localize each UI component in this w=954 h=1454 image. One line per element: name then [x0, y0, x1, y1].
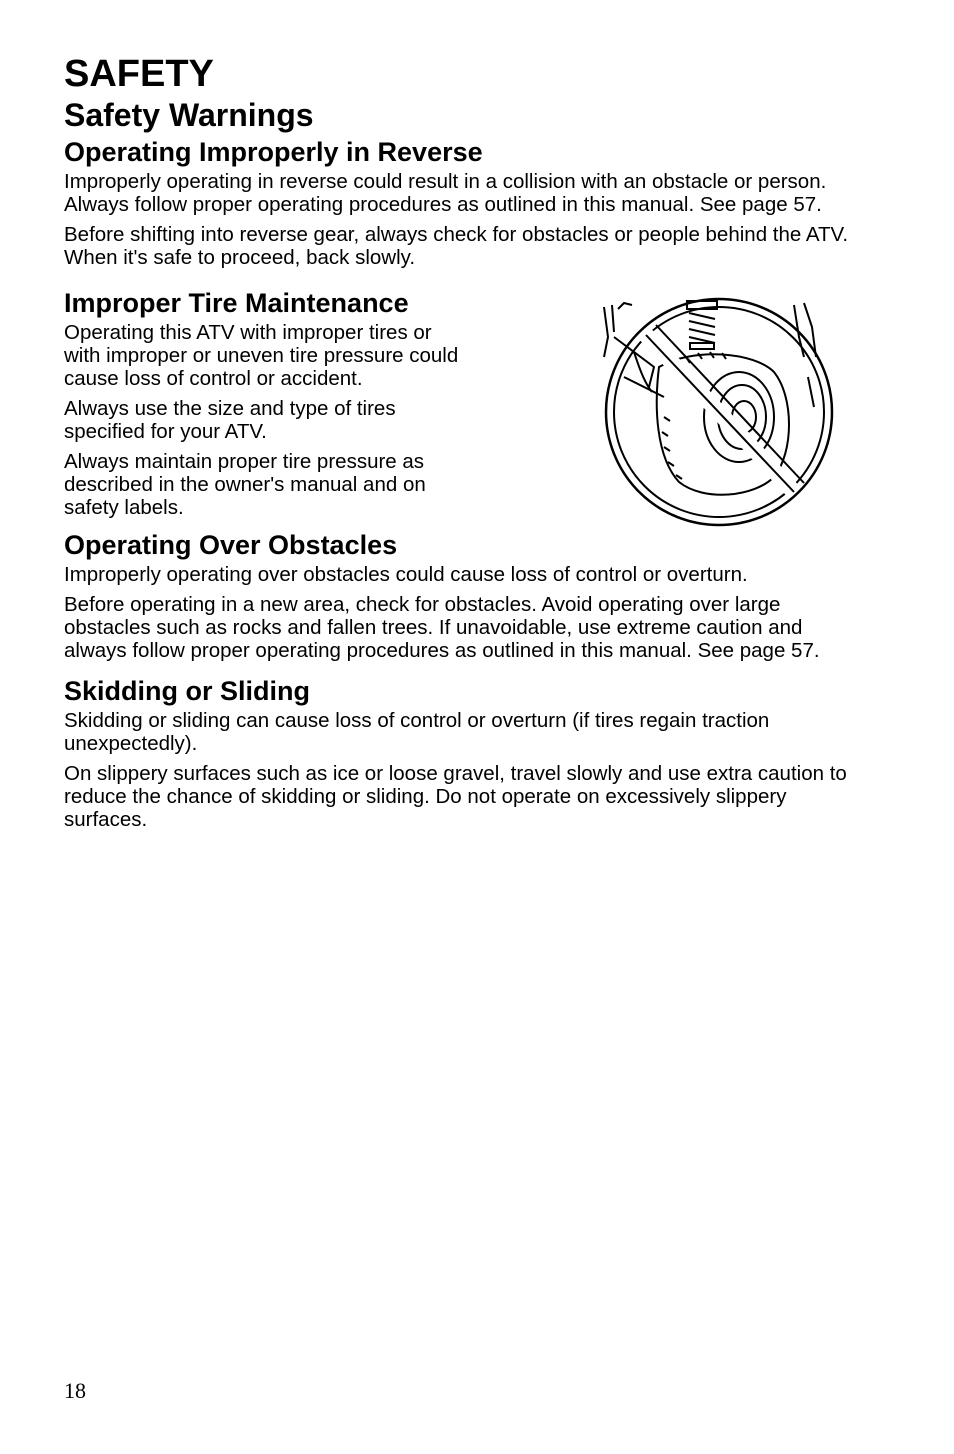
- paragraph: Before operating in a new area, check for obstacles. Avoid operating over large obstacles such as rocks and fallen trees. If unavoidable, use extreme caution and always follow proper operating procedures as outlined in this manual. See page 57.: [64, 593, 820, 662]
- section-heading: Improper Tire Maintenance: [64, 288, 409, 318]
- section-obstacles: [64, 529, 864, 662]
- prohibited-flat-tire-icon: [594, 297, 844, 527]
- paragraph: Operating this ATV with improper tires or with improper or uneven tire pressure could cause loss of control or accident.: [64, 321, 459, 390]
- paragraph: Always maintain proper tire pressure as described in the owner's manual and on safety labels.: [64, 450, 426, 519]
- paragraph: Before shifting into reverse gear, always check for obstacles or people behind the ATV. When it's safe to proceed, back slowly.: [64, 223, 849, 269]
- section-heading: Skidding or Sliding: [64, 676, 310, 706]
- paragraph: Improperly operating over obstacles could cause loss of control or overturn.: [64, 563, 748, 586]
- section-tire-maintenance: [64, 287, 864, 519]
- section-heading: Operating Over Obstacles: [64, 530, 398, 560]
- page-title: SAFETY: [64, 53, 214, 95]
- section-heading: Operating Improperly in Reverse: [64, 137, 483, 167]
- paragraph: Skidding or sliding can cause loss of control or overturn (if tires regain traction unexpectedly).: [64, 709, 770, 755]
- section-skidding: [64, 675, 864, 831]
- manual-page: [64, 52, 864, 838]
- paragraph: Always use the size and type of tires specified for your ATV.: [64, 397, 396, 443]
- page-subtitle: Safety Warnings: [64, 97, 314, 133]
- paragraph: On slippery surfaces such as ice or loose gravel, travel slowly and use extra caution to reduce the chance of skidding or sliding. Do not operate on excessively slippery surfaces.: [64, 762, 847, 831]
- paragraph: Improperly operating in reverse could result in a collision with an obstacle or person. Always follow proper operating procedures as outlined in this manual. See page 57.: [64, 170, 827, 216]
- section-reverse: [64, 136, 864, 269]
- page-number: 18: [64, 1378, 86, 1403]
